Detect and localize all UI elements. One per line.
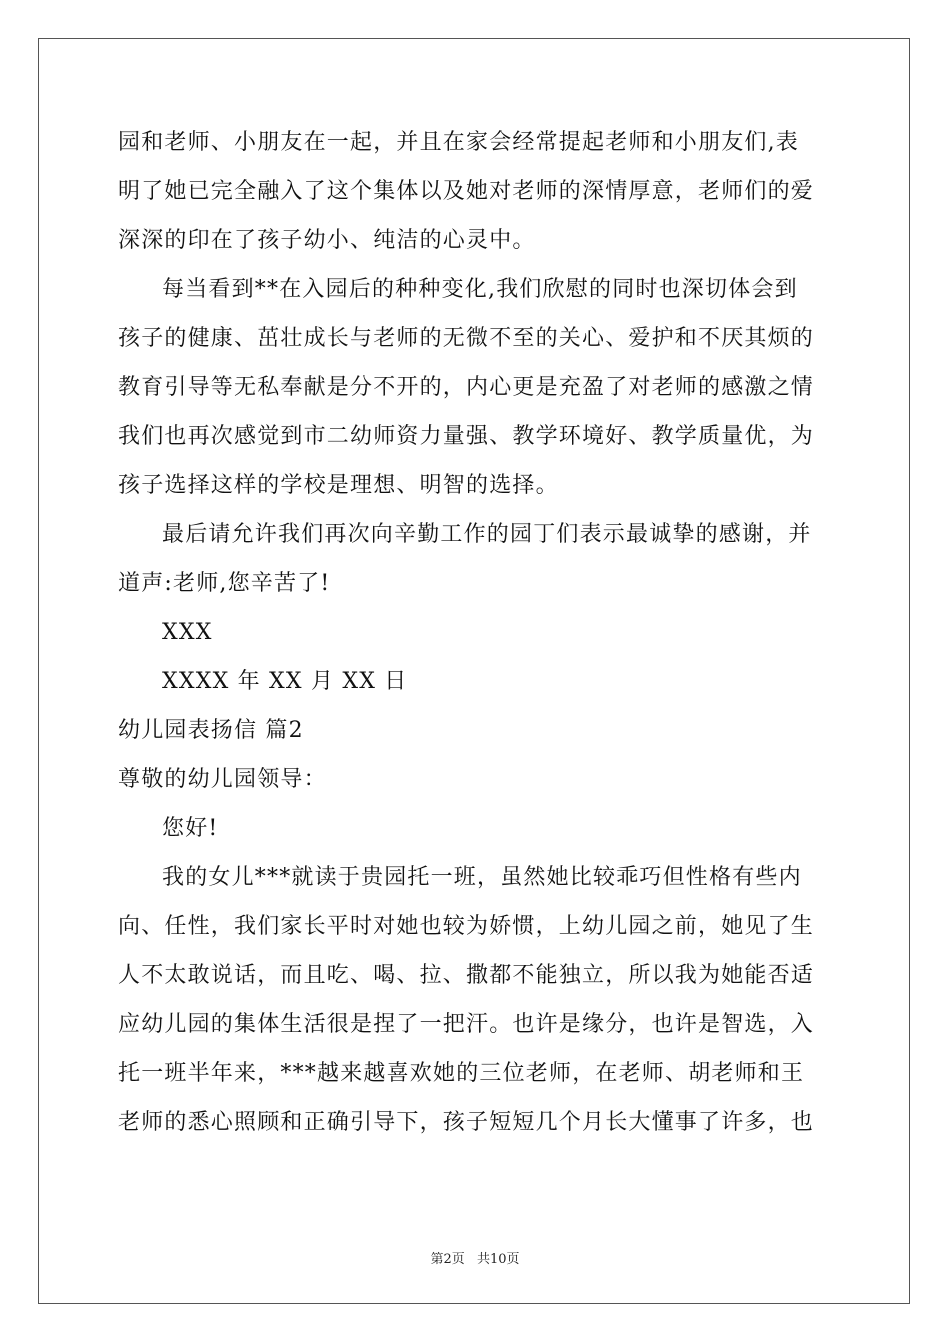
page-footer bbox=[0, 1248, 950, 1267]
text-line: 老师的悉心照顾和正确引导下，孩子短短几个月长大懂事了许多，也 bbox=[118, 1110, 815, 1135]
page-total: 共10页 bbox=[476, 1252, 520, 1267]
text-line: 您好! bbox=[162, 816, 219, 841]
text-line: 托一班半年来，***越来越喜欢她的三位老师，在老师、胡老师和王 bbox=[118, 1061, 805, 1086]
text-line: 幼儿园表扬信 篇2 bbox=[118, 718, 304, 743]
text-line: 我们也再次感觉到市二幼师资力量强、教学环境好、教学质量优，为 bbox=[118, 424, 815, 449]
text-line: 道声:老师,您辛苦了! bbox=[118, 571, 331, 596]
document-body bbox=[118, 126, 838, 1155]
text-line: XXXX 年 XX 月 XX 日 bbox=[162, 669, 408, 694]
text-line: 人不太敢说话，而且吃、喝、拉、撒都不能独立，所以我为她能否适 bbox=[118, 963, 815, 988]
text-line: 明了她已完全融入了这个集体以及她对老师的深情厚意，老师们的爱 bbox=[118, 179, 815, 204]
text-line: 最后请允许我们再次向辛勤工作的园丁们表示最诚挚的感谢，并 bbox=[162, 522, 812, 547]
text-line: 教育引导等无私奉献是分不开的，内心更是充盈了对老师的感激之情 bbox=[118, 375, 815, 400]
text-line: 尊敬的幼儿园领导： bbox=[118, 767, 327, 792]
text-line: 我的女儿***就读于贵园托一班，虽然她比较乖巧但性格有些内 bbox=[162, 865, 802, 890]
text-line: 每当看到**在入园后的种种变化,我们欣慰的同时也深切体会到 bbox=[162, 277, 798, 302]
text-line: 深深的印在了孩子幼小、纯洁的心灵中。 bbox=[118, 228, 536, 253]
text-line: 孩子的健康、茁壮成长与老师的无微不至的关心、爱护和不厌其烦的 bbox=[118, 326, 815, 351]
text-line: 应幼儿园的集体生活很是捏了一把汗。也许是缘分，也许是智选，入 bbox=[118, 1012, 815, 1037]
text-line: 园和老师、小朋友在一起，并且在家会经常提起老师和小朋友们,表 bbox=[118, 130, 799, 155]
text-line: XXX bbox=[162, 620, 213, 645]
text-line: 孩子选择这样的学校是理想、明智的选择。 bbox=[118, 473, 559, 498]
text-line: 向、任性，我们家长平时对她也较为娇惯，上幼儿园之前，她见了生 bbox=[118, 914, 815, 939]
page-number: 第2页 bbox=[430, 1252, 465, 1267]
